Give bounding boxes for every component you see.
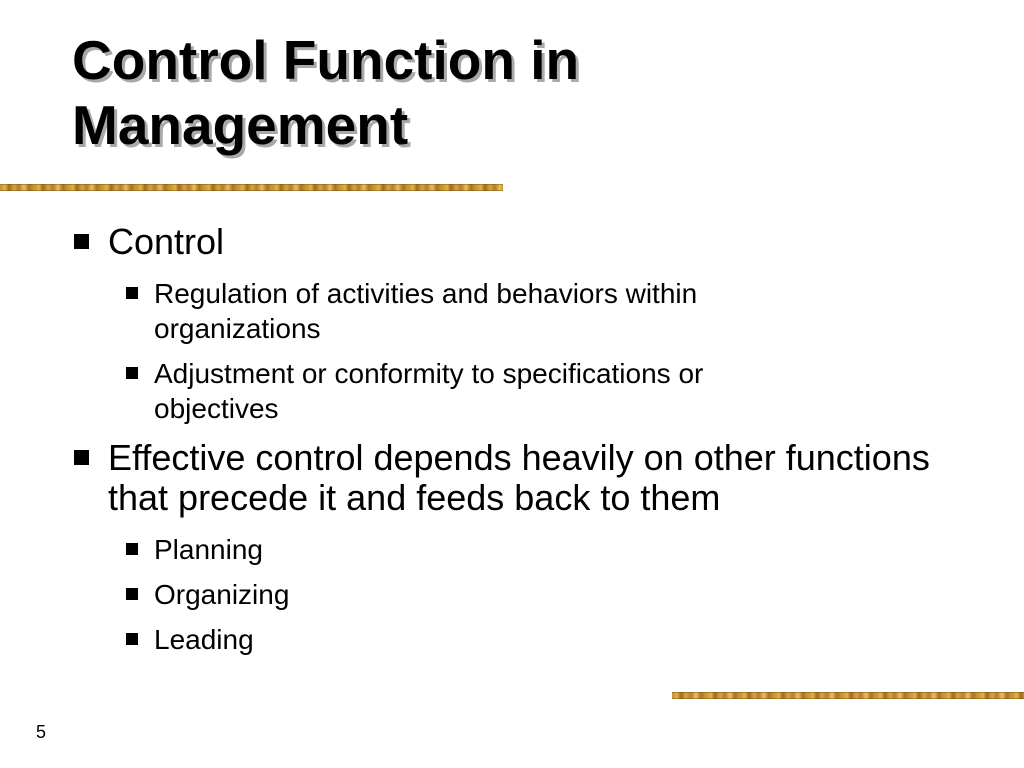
- sub-bullet-item: [124, 622, 914, 657]
- bullet-text: Effective control depends heavily on other functions that precede it and feeds back to them: [108, 437, 930, 518]
- bullet-list: [72, 222, 972, 669]
- square-bullet-icon: [126, 588, 138, 600]
- sub-bullet-item: [124, 356, 834, 426]
- slide-title: [72, 28, 952, 158]
- square-bullet-icon: [126, 287, 138, 299]
- square-bullet-icon: [74, 234, 89, 249]
- page-number: 5: [36, 722, 47, 742]
- title-line: Management: [72, 94, 409, 156]
- bullet-text: Control: [108, 221, 225, 262]
- square-bullet-icon: [126, 633, 138, 645]
- sub-bullet-item: [124, 577, 914, 612]
- sub-bullet-item: [124, 532, 914, 567]
- square-bullet-icon: [126, 367, 138, 379]
- title-divider-rule: [0, 184, 503, 191]
- sub-bullet-text: Adjustment or conformity to specifications or objectives: [154, 358, 704, 424]
- title-line: Control Function in: [72, 29, 580, 91]
- sub-bullet-text: Leading: [154, 624, 254, 655]
- footer-divider-rule: [672, 692, 1024, 699]
- bullet-item: [72, 222, 972, 426]
- square-bullet-icon: [74, 450, 89, 465]
- sub-bullet-text: Organizing: [154, 579, 290, 610]
- sub-bullet-text: Regulation of activities and behaviors within organizations: [154, 278, 698, 344]
- sub-bullet-text: Planning: [154, 534, 263, 565]
- sub-bullet-item: [124, 276, 834, 346]
- sub-bullet-list: [108, 532, 972, 657]
- sub-bullet-list: [108, 276, 972, 426]
- bullet-item: [72, 438, 972, 657]
- square-bullet-icon: [126, 543, 138, 555]
